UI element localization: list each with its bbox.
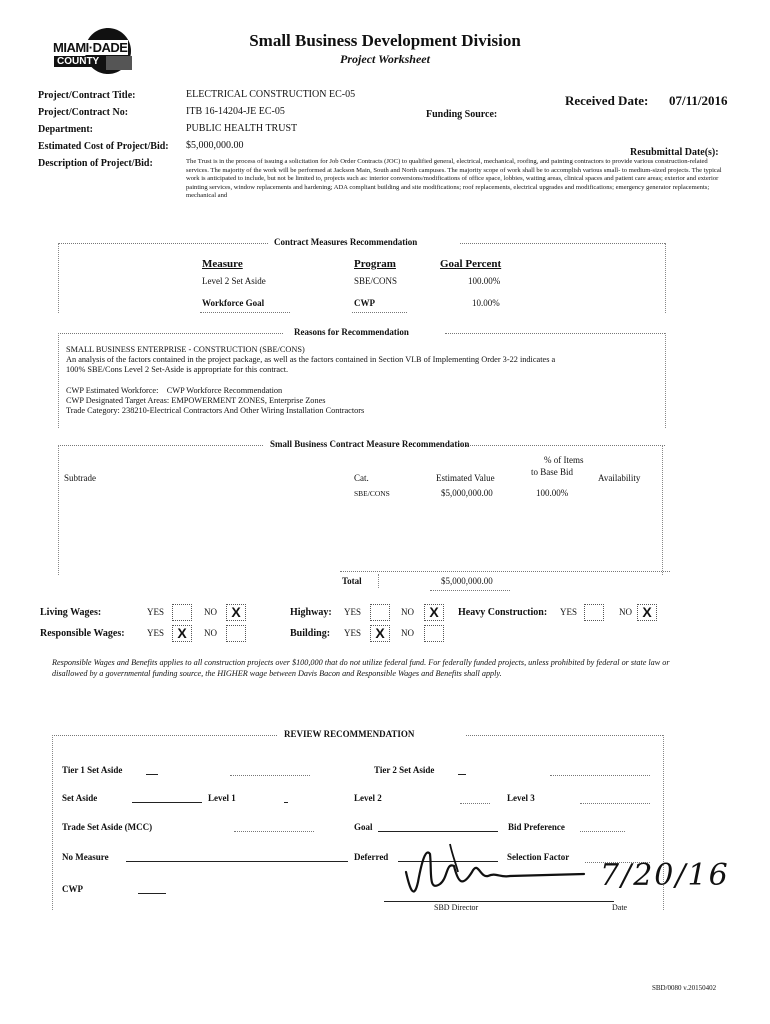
sbd-director-label: SBD Director: [434, 903, 479, 912]
level2-label: Level 2: [354, 793, 382, 803]
sb-row-pct: 100.00%: [536, 488, 569, 498]
director-signature: [392, 842, 592, 904]
program-column-header: Program: [354, 258, 396, 270]
reasons-line-3: 100% SBE/Cons Level 2 Set-Aside is appropriate for this contract.: [66, 365, 289, 375]
tier2-label: Tier 2 Set Aside: [374, 765, 435, 775]
sb-measure-heading: Small Business Contract Measure Recommendation: [270, 439, 470, 449]
level1-label: Level 1: [208, 793, 236, 803]
reasons-line-5: CWP Designated Target Areas: EMPOWERMENT ZONES, Enterprise Zones: [66, 395, 326, 405]
received-date-value: 07/11/2016: [669, 93, 728, 108]
reasons-line-4: CWP Estimated Workforce: CWP Workforce Recommendation: [66, 385, 283, 395]
pct-items-header-line-2: to Base Bid: [531, 467, 573, 477]
subtrade-column-header: Subtrade: [64, 473, 96, 483]
contract-measures-heading: Contract Measures Recommendation: [274, 237, 418, 247]
responsible-wages-yes-checkbox[interactable]: X: [172, 625, 192, 642]
total-label: Total: [342, 576, 362, 586]
reasons-heading: Reasons for Recommendation: [294, 327, 409, 337]
cat-column-header: Cat.: [354, 473, 369, 483]
review-heading: REVIEW RECOMMENDATION: [284, 729, 415, 739]
heavy-construction-yes-label: YES: [560, 607, 578, 617]
cwp-label: CWP: [62, 884, 83, 894]
resubmittal-label: Resubmittal Date(s):: [630, 147, 719, 158]
measure-column-header: Measure: [202, 258, 243, 270]
selection-factor-label: Selection Factor: [507, 852, 570, 862]
responsible-wages-yes-label: YES: [147, 628, 165, 638]
tier1-label: Tier 1 Set Aside: [62, 765, 123, 775]
highway-yes-label: YES: [344, 607, 362, 617]
page-subtitle: Project Worksheet: [340, 52, 430, 66]
reasons-line-6: Trade Category: 238210-Electrical Contractors And Other Wiring Installation Contractors: [66, 406, 365, 416]
highway-label: Highway:: [290, 607, 332, 618]
heavy-construction-no-label: NO: [619, 607, 632, 617]
deferred-label: Deferred: [354, 852, 389, 862]
project-title-label: Project/Contract Title:: [38, 90, 136, 101]
measure-row-2-goal: 10.00%: [472, 298, 500, 308]
heavy-construction-label: Heavy Construction:: [458, 607, 548, 618]
project-title-value: ELECTRICAL CONSTRUCTION EC-05: [186, 89, 356, 100]
living-wages-no-checkbox[interactable]: X: [226, 604, 246, 621]
reasons-line-1: SMALL BUSINESS ENTERPRISE - CONSTRUCTION (SBE/CONS): [66, 345, 305, 354]
reasons-text: [66, 345, 666, 416]
estimated-cost-label: Estimated Cost of Project/Bid:: [38, 141, 169, 152]
page-title: Small Business Development Division: [249, 31, 521, 50]
responsible-wages-label: Responsible Wages:: [40, 628, 125, 639]
pct-items-header-line-1: % of Items: [544, 455, 584, 465]
heavy-construction-yes-checkbox[interactable]: [584, 604, 604, 621]
estimated-cost-value: $5,000,000.00: [186, 140, 244, 151]
living-wages-yes-label: YES: [147, 607, 165, 617]
logo-line2: COUNTY: [54, 56, 102, 67]
date-label: Date: [612, 903, 628, 912]
estimated-value-column-header: Estimated Value: [436, 473, 495, 483]
sb-row-value: $5,000,000.00: [441, 488, 493, 498]
level3-label: Level 3: [507, 793, 535, 803]
department-value: PUBLIC HEALTH TRUST: [186, 123, 298, 134]
availability-column-header: Availability: [598, 473, 641, 483]
building-no-label: NO: [401, 628, 414, 638]
received-date-label: Received Date:: [565, 93, 649, 108]
building-yes-label: YES: [344, 628, 362, 638]
measure-row-2-program: CWP: [354, 298, 375, 308]
department-label: Department:: [38, 124, 93, 135]
measure-row-2-measure: Workforce Goal: [202, 298, 265, 308]
highway-no-checkbox[interactable]: X: [424, 604, 444, 621]
living-wages-no-label: NO: [204, 607, 217, 617]
bid-preference-label: Bid Preference: [508, 822, 565, 832]
logo-line1: MIAMI·DADE: [53, 40, 128, 55]
measure-row-1-goal: 100.00%: [468, 276, 501, 286]
highway-no-label: NO: [401, 607, 414, 617]
reasons-line-2: An analysis of the factors contained in the project package, as well as the factors contained in Section VI.B of Implementing Order 3-22 indicates a: [66, 355, 556, 365]
description-label: Description of Project/Bid:: [38, 158, 153, 169]
trade-set-aside-label: Trade Set Aside (MCC): [62, 822, 153, 832]
goal-percent-column-header: Goal Percent: [440, 258, 502, 270]
funding-source-label: Funding Source:: [426, 109, 498, 120]
sb-row-cat: SBE/CONS: [354, 489, 390, 498]
set-aside-label: Set Aside: [62, 793, 98, 803]
heavy-construction-no-checkbox[interactable]: X: [637, 604, 657, 621]
signature-date: 7/20/16: [600, 858, 730, 893]
measure-row-1-program: SBE/CONS: [354, 276, 398, 286]
project-no-value: ITB 16-14204-JE EC-05: [186, 106, 285, 117]
project-no-label: Project/Contract No:: [38, 107, 129, 118]
responsible-wages-no-label: NO: [204, 628, 217, 638]
goal-label: Goal: [354, 822, 373, 832]
building-no-checkbox[interactable]: [424, 625, 444, 642]
living-wages-label: Living Wages:: [40, 607, 102, 618]
highway-yes-checkbox[interactable]: [370, 604, 390, 621]
living-wages-yes-checkbox[interactable]: [172, 604, 192, 621]
form-code: SBD/0080 v.20150402: [652, 984, 717, 992]
description-value: The Trust is in the process of issuing a solicitation for Job Order Contracts (JOC) to qualified general, electrical, mechanical, roofing, and painting contractors to provide various construction-related services. The majority of the work will be performed at Jackson Main, South and North campuses. The majority scope of work shall be to accomplish various small- to medium-sized projects. The typical work is anticipated to include, but not be limited to, projects such as: interior conversions/modifications of office space, lobbies, waiting areas, clinical spaces and patient care areas; exterior and exterior painting services, window replacements and hardening; ADA compliant building and site modifications; roof replacements, electrical upgrades and modifications; emergency generator replacements; mechanical and: [186, 158, 722, 200]
measure-row-1-measure: Level 2 Set Aside: [202, 276, 266, 286]
building-yes-checkbox[interactable]: X: [370, 625, 390, 642]
responsible-wages-no-checkbox[interactable]: [226, 625, 246, 642]
total-value: $5,000,000.00: [441, 576, 493, 586]
building-label: Building:: [290, 628, 331, 639]
responsible-wages-notice: Responsible Wages and Benefits applies to all construction projects over $100,000 that do not utilize federal fund. For federally funded projects, unless prohibited by federal or state law or disallowed by a governmental funding source, the HIGHER wage between Davis Bacon and Responsible Wages and Benefits shall apply.: [52, 658, 670, 678]
no-measure-label: No Measure: [62, 852, 109, 862]
